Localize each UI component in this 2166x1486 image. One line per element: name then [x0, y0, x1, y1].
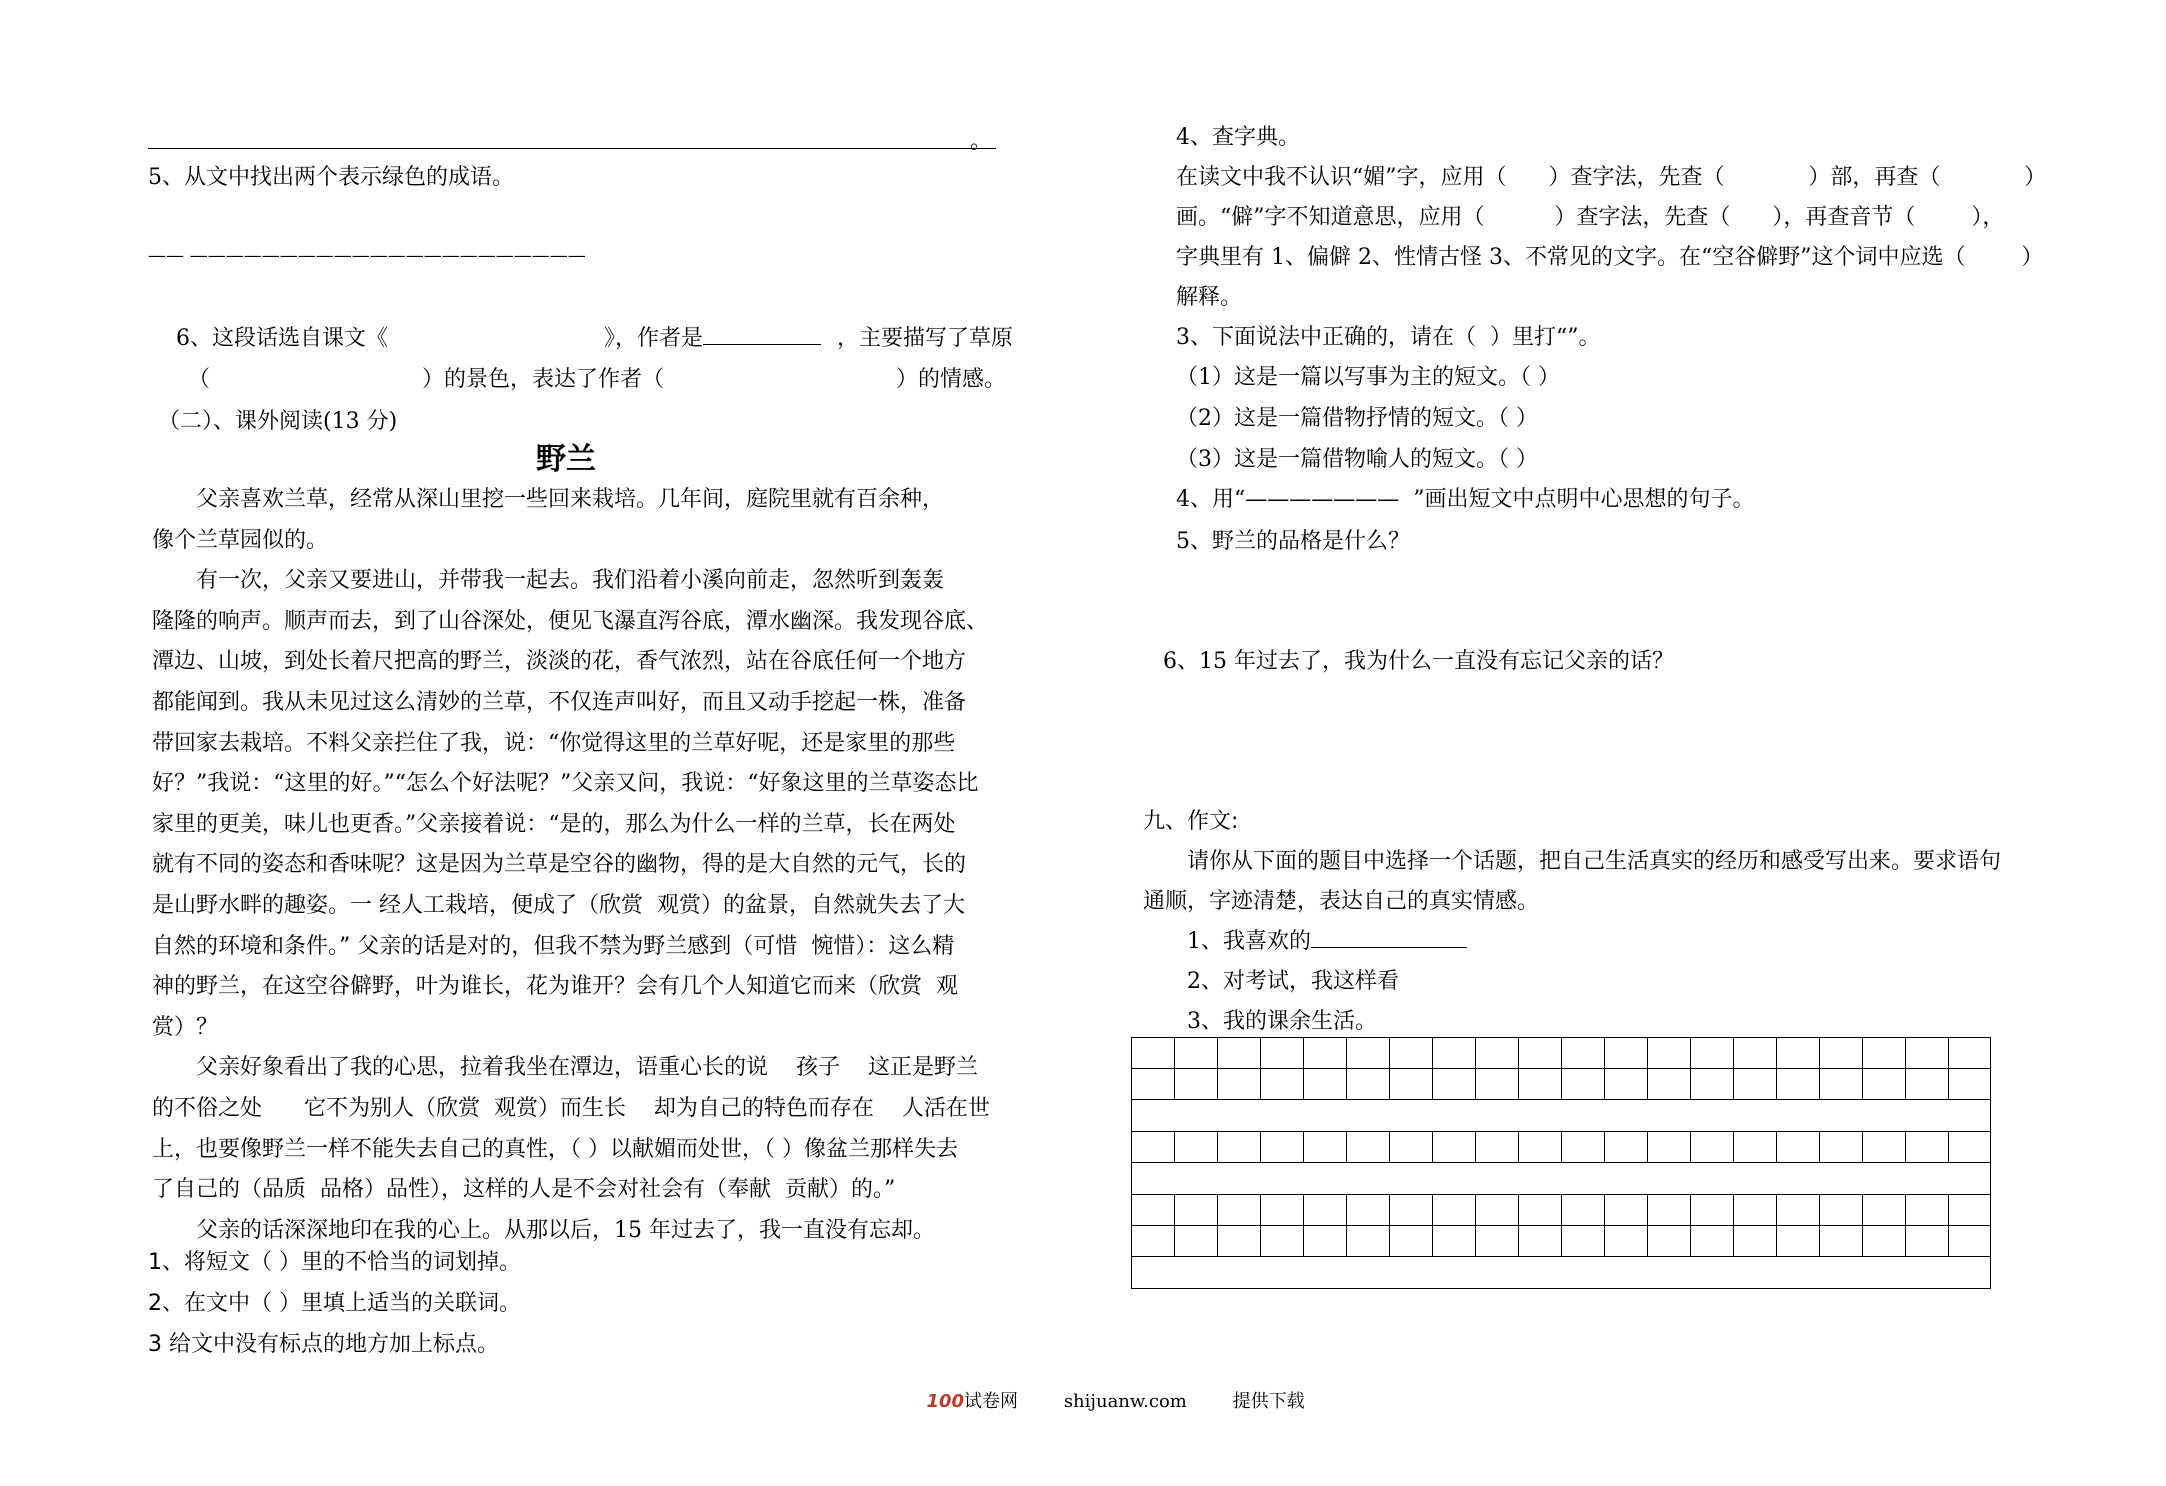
grid-cell[interactable]	[1561, 1068, 1604, 1099]
grid-cell[interactable]	[1131, 1194, 1174, 1225]
story-line: 都能闻到。我从未见过这么清妙的兰草，不仅连声叫好，而且又动手挖起一株，准备	[152, 690, 967, 715]
grid-cell[interactable]	[1432, 1037, 1475, 1068]
story-line: 好？”我说：“这里的好。”“怎么个好法呢？”父亲又问，我说：“好象这里的兰草姿态比	[152, 771, 979, 797]
grid-cell[interactable]	[1862, 1037, 1905, 1068]
story-line: 有一次，父亲又要进山，并带我一起去。我们沿着小溪向前走，忽然听到轰轰	[152, 568, 945, 594]
story-line: 隆隆的响声。顺声而去，到了山谷深处，便见飞瀑直泻谷底，潭水幽深。我发现谷底、	[152, 608, 989, 634]
site-url[interactable]: shijuanw.com	[1063, 1391, 1187, 1412]
grid-cell[interactable]	[1217, 1194, 1260, 1225]
story-line: 父亲好象看出了我的心思，拉着我坐在潭边，语重心长的说 孩子 这正是野兰	[152, 1055, 978, 1081]
site-name: 试卷网	[964, 1391, 1019, 1412]
grid-cell[interactable]	[1174, 1194, 1217, 1225]
grid-cell[interactable]	[1475, 1131, 1518, 1162]
story-line: 家里的更美，味儿也更香。”父亲接着说：“是的，那么为什么一样的兰草，长在两处	[152, 811, 956, 837]
grid-gap	[1131, 1256, 1991, 1288]
grid-cell[interactable]	[1389, 1194, 1432, 1225]
grid-cell[interactable]	[1948, 1068, 1991, 1099]
grid-cell[interactable]	[1905, 1131, 1948, 1162]
section-heading: （二）、课外阅读(13 分)	[158, 409, 398, 434]
question-3: 3 给文中没有标点的地方加上标点。	[148, 1332, 499, 1357]
grid-cell[interactable]	[1174, 1068, 1217, 1099]
grid-cell[interactable]	[1862, 1225, 1905, 1256]
grid-cell[interactable]	[1733, 1131, 1776, 1162]
grid-cell[interactable]	[1475, 1225, 1518, 1256]
grid-cell[interactable]	[1561, 1037, 1604, 1068]
grid-cell[interactable]	[1561, 1131, 1604, 1162]
topic-1	[1143, 922, 1467, 962]
grid-cell[interactable]	[1303, 1068, 1346, 1099]
story-line: 父亲的话深深地印在我的心上。从那以后，15 年过去了，我一直没有忘却。	[152, 1217, 935, 1243]
grid-row	[1131, 1037, 1991, 1068]
grid-cell[interactable]	[1647, 1194, 1690, 1225]
site-logo: 100	[926, 1391, 965, 1412]
grid-cell[interactable]	[1131, 1037, 1174, 1068]
grid-gap	[1131, 1099, 1991, 1131]
grid-cell[interactable]	[1475, 1068, 1518, 1099]
q6-line2-b: ）的景色，表达了作者（	[422, 367, 665, 392]
writing-grid[interactable]	[1131, 1037, 1991, 1289]
grid-gap	[1131, 1162, 1991, 1194]
grid-cell[interactable]	[1217, 1131, 1260, 1162]
grid-cell[interactable]	[1432, 1068, 1475, 1099]
question-5: 5、从文中找出两个表示绿色的成语。	[148, 165, 514, 190]
q6-part-b: 》，作者是	[603, 326, 703, 351]
grid-cell[interactable]	[1346, 1194, 1389, 1225]
grid-cell[interactable]	[1518, 1194, 1561, 1225]
grid-row	[1131, 1131, 1991, 1162]
grid-cell[interactable]	[1819, 1037, 1862, 1068]
story-line: 神的野兰，在这空谷僻野，叶为谁长，花为谁开？会有几个人知道它而来（欣赏 观	[152, 974, 958, 1000]
grid-cell[interactable]	[1647, 1068, 1690, 1099]
story-line: 父亲喜欢兰草，经常从深山里挖一些回来栽培。几年间，庭院里就有百余种，	[152, 487, 945, 512]
story-line: 像个兰草园似的。	[152, 527, 329, 553]
grid-cell[interactable]	[1690, 1131, 1733, 1162]
grid-cell[interactable]	[1690, 1068, 1733, 1099]
topic-1-blank[interactable]	[1311, 923, 1467, 948]
grid-cell[interactable]	[1260, 1194, 1303, 1225]
grid-cell[interactable]	[1690, 1037, 1733, 1068]
grid-cell[interactable]	[1518, 1131, 1561, 1162]
grid-cell[interactable]	[1389, 1225, 1432, 1256]
grid-cell[interactable]	[1217, 1225, 1260, 1256]
story-line: 潭边、山坡，到处长着尺把高的野兰，淡淡的花，香气浓烈，站在谷底任何一个地方	[152, 649, 967, 675]
grid-cell[interactable]	[1346, 1225, 1389, 1256]
grid-cell[interactable]	[1948, 1225, 1991, 1256]
grid-spacer	[1131, 1256, 1991, 1288]
grid-cell[interactable]	[1260, 1068, 1303, 1099]
grid-cell[interactable]	[1862, 1131, 1905, 1162]
grid-spacer	[1131, 1099, 1991, 1131]
grid-cell[interactable]	[1776, 1225, 1819, 1256]
grid-cell[interactable]	[1862, 1068, 1905, 1099]
grid-cell[interactable]	[1346, 1131, 1389, 1162]
grid-cell[interactable]	[1174, 1225, 1217, 1256]
grid-cell[interactable]	[1604, 1131, 1647, 1162]
q6-part-c: ，主要描写了草原	[837, 326, 1014, 351]
grid-cell[interactable]	[1217, 1037, 1260, 1068]
grid-row	[1131, 1068, 1991, 1099]
grid-cell[interactable]	[1260, 1225, 1303, 1256]
story-line: 自然的环境和条件。” 父亲的话是对的，但我不禁为野兰感到（可惜 惋惜）：这么精	[152, 933, 955, 959]
grid-cell[interactable]	[1733, 1194, 1776, 1225]
grid-cell[interactable]	[1819, 1131, 1862, 1162]
story-line: 了自己的（品质 品格）品性），这样的人是不会对社会有（奉献 贡献）的。”	[152, 1177, 896, 1203]
grid-cell[interactable]	[1604, 1037, 1647, 1068]
grid-cell[interactable]	[1733, 1037, 1776, 1068]
grid-cell[interactable]	[1819, 1068, 1862, 1099]
topic-1-label: 1、我喜欢的	[1143, 929, 1311, 954]
story-line: 是山野水畔的趣姿。一 经人工栽培，便成了（欣赏 观赏）的盆景，自然就失去了大	[152, 893, 965, 918]
grid-cell[interactable]	[1518, 1068, 1561, 1099]
grid-cell[interactable]	[1905, 1194, 1948, 1225]
footer	[915, 1366, 1305, 1414]
grid-cell[interactable]	[1432, 1194, 1475, 1225]
grid-cell[interactable]	[1905, 1068, 1948, 1099]
grid-cell[interactable]	[1303, 1225, 1346, 1256]
grid-cell[interactable]	[1776, 1194, 1819, 1225]
grid-cell[interactable]	[1475, 1194, 1518, 1225]
grid-cell[interactable]	[1260, 1037, 1303, 1068]
topic-3: 3、我的课余生活。	[1143, 1009, 1377, 1034]
judge-item: （2）这是一篇借物抒情的短文。（ ）	[1176, 406, 1538, 431]
q6-part-a: 6、这段话选自课文《	[175, 326, 388, 351]
grid-cell[interactable]	[1819, 1225, 1862, 1256]
orchid-character-question: 5、野兰的品格是什么？	[1176, 529, 1410, 554]
center-sentence-question: 4、用“——————— ”画出短文中点明中心思想的句子。	[1176, 487, 1755, 512]
dict-question-line: 解释。	[1176, 285, 1243, 310]
judge-item: （1）这是一篇以写事为主的短文。（ ）	[1176, 365, 1560, 390]
grid-cell[interactable]	[1131, 1131, 1174, 1162]
dict-question-line: 在读文中我不认识“媚”字，应用（ ）查字法，先查（ ）部，再查（ ）	[1176, 165, 2047, 190]
grid-cell[interactable]	[1776, 1068, 1819, 1099]
answer-line-end: 。	[970, 129, 993, 154]
judge-item: （3）这是一篇借物喻人的短文。（ ）	[1176, 447, 1538, 472]
grid-cell[interactable]	[1733, 1225, 1776, 1256]
grid-cell[interactable]	[1905, 1037, 1948, 1068]
question-1: 1、将短文（ ）里的不恰当的词划掉。	[148, 1250, 521, 1275]
grid-cell[interactable]	[1690, 1194, 1733, 1225]
grid-cell[interactable]	[1389, 1068, 1432, 1099]
grid-cell[interactable]	[1905, 1225, 1948, 1256]
essay-instruction-line: 通顺，字迹清楚，表达自己的真实情感。	[1143, 889, 1540, 914]
grid-cell[interactable]	[1604, 1194, 1647, 1225]
topic-2: 2、对考试，我这样看	[1143, 969, 1399, 994]
grid-cell[interactable]	[1131, 1225, 1174, 1256]
grid-cell[interactable]	[1561, 1194, 1604, 1225]
story-line: 上，也要像野兰一样不能失去自己的真性，（ ）以献媚而处世，（ ）像盆兰那样失去	[152, 1136, 958, 1162]
dict-question-title: 4、查字典。	[1176, 125, 1300, 150]
grid-cell[interactable]	[1733, 1068, 1776, 1099]
grid-cell[interactable]	[1647, 1037, 1690, 1068]
grid-cell[interactable]	[1131, 1068, 1174, 1099]
grid-cell[interactable]	[1561, 1225, 1604, 1256]
grid-cell[interactable]	[1260, 1131, 1303, 1162]
grid-cell[interactable]	[1862, 1194, 1905, 1225]
grid-cell[interactable]	[1948, 1194, 1991, 1225]
grid-cell[interactable]	[1303, 1194, 1346, 1225]
q6-line2-c: ）的情感。	[896, 367, 1007, 392]
grid-bottom-border	[1131, 1288, 1991, 1289]
q6-line2-a: （	[187, 367, 210, 392]
grid-cell[interactable]	[1346, 1068, 1389, 1099]
grid-row	[1131, 1225, 1991, 1256]
grid-cell[interactable]	[1690, 1225, 1733, 1256]
grid-cell[interactable]	[1604, 1225, 1647, 1256]
grid-cell[interactable]	[1174, 1131, 1217, 1162]
grid-cell[interactable]	[1518, 1037, 1561, 1068]
story-line: 的不俗之处 它不为别人（欣赏 观赏）而生长 却为自己的特色而存在 人活在世	[152, 1096, 990, 1121]
story-line: 就有不同的姿态和香味呢？这是因为兰草是空谷的幽物，得的是大自然的元气，长的	[152, 852, 967, 878]
grid-row	[1131, 1194, 1991, 1225]
grid-cell[interactable]	[1948, 1131, 1991, 1162]
grid-spacer	[1131, 1162, 1991, 1194]
footer-note: 提供下载	[1232, 1391, 1305, 1412]
grid-cell[interactable]	[1303, 1131, 1346, 1162]
grid-cell[interactable]	[1776, 1131, 1819, 1162]
judge-question-title: 3、下面说法中正确的，请在（ ）里打“”。	[1176, 325, 1601, 350]
grid-cell[interactable]	[1389, 1131, 1432, 1162]
question-5-blank[interactable]: —— ——————————————————————	[148, 245, 586, 266]
grid-cell[interactable]	[1303, 1037, 1346, 1068]
grid-cell[interactable]	[1432, 1131, 1475, 1162]
essay-instruction-line: 请你从下面的题目中选择一个话题，把自己生活真实的经历和感受写出来。要求语句	[1143, 849, 2002, 874]
grid-cell[interactable]	[1174, 1037, 1217, 1068]
answer-line[interactable]	[148, 148, 996, 149]
dict-question-line: 画。“僻”字不知道意思，应用（ ）查字法，先查（ ），再查音节（ ），	[1176, 205, 2005, 230]
grid-cell[interactable]	[1948, 1037, 1991, 1068]
grid-cell[interactable]	[1346, 1037, 1389, 1068]
grid-cell[interactable]	[1647, 1225, 1690, 1256]
grid-cell[interactable]	[1389, 1037, 1432, 1068]
grid-cell[interactable]	[1432, 1225, 1475, 1256]
dict-question-line: 字典里有 1、偏僻 2、性情古怪 3、不常见的文字。在“空谷僻野”这个词中应选（ ）	[1176, 245, 2044, 270]
question-2: 2、在文中（ ）里填上适当的关联词。	[148, 1291, 521, 1316]
grid-cell[interactable]	[1776, 1037, 1819, 1068]
grid-cell[interactable]	[1819, 1194, 1862, 1225]
grid-cell[interactable]	[1475, 1037, 1518, 1068]
grid-cell[interactable]	[1647, 1131, 1690, 1162]
grid-cell[interactable]	[1604, 1068, 1647, 1099]
story-line: 赏）？	[152, 1014, 219, 1040]
remember-question: 6、15 年过去了，我为什么一直没有忘记父亲的话？	[1163, 649, 1674, 674]
grid-cell[interactable]	[1217, 1068, 1260, 1099]
essay-title: 九、作文:	[1143, 809, 1239, 834]
story-title: 野兰	[536, 442, 596, 477]
grid-cell[interactable]	[1518, 1225, 1561, 1256]
story-line: 带回家去栽培。不料父亲拦住了我，说：“你觉得这里的兰草好呢，还是家里的那些	[152, 730, 956, 756]
